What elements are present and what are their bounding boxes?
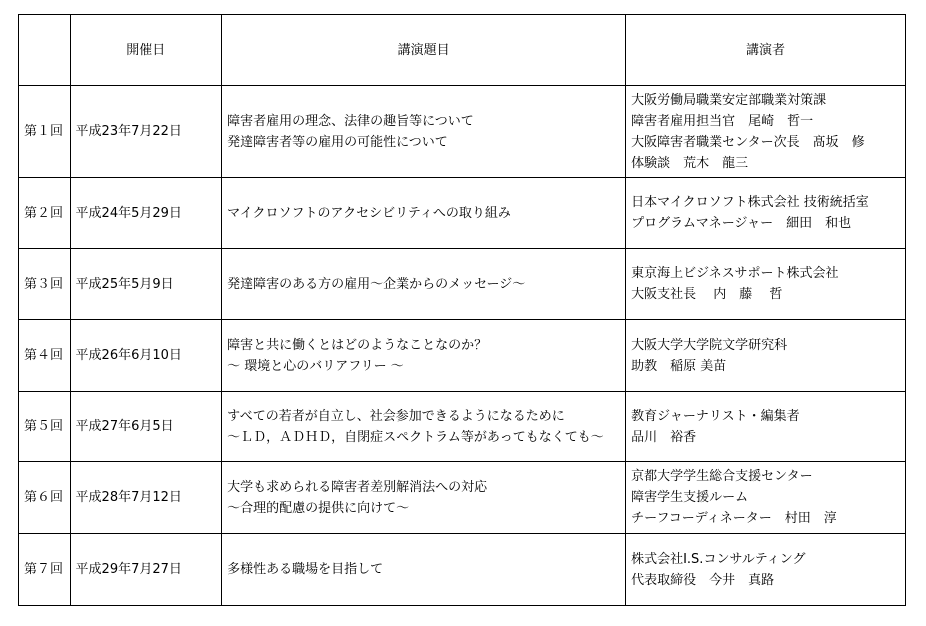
- lecture-title: [222, 86, 626, 178]
- session-date: 平成25年5月9日: [70, 249, 222, 320]
- table-row: [19, 320, 906, 392]
- table-row: [19, 249, 906, 320]
- lecture-title-line: 発達障害者等の雇用の可能性について: [227, 134, 448, 150]
- speaker-line: チーフコーディネーター 村田 淳: [631, 511, 837, 526]
- speaker-line: 京都大学学生総合支援センター: [631, 469, 813, 484]
- speaker-line: 大阪労働局職業安定部職業対策課: [631, 92, 827, 108]
- speaker: [626, 534, 906, 606]
- lecture-title: [222, 534, 626, 606]
- session-number: 第６回: [19, 462, 71, 534]
- session-date: 平成23年7月22日: [70, 86, 222, 178]
- lecture-title-line: ～ 環境と心のバリアフリー ～: [227, 358, 404, 374]
- lecture-title-line: ～合理的配慮の提供に向けて～: [227, 500, 410, 516]
- lecture-title: [222, 462, 626, 534]
- session-number: 第３回: [19, 249, 71, 320]
- speaker: [626, 249, 906, 320]
- lecture-title: [222, 320, 626, 392]
- lecture-title: [222, 249, 626, 320]
- lecture-title-line: 障害者雇用の理念、法律の趣旨等について: [227, 113, 474, 129]
- session-number: 第７回: [19, 534, 71, 606]
- lecture-title-line: マイクロソフトのアクセシビリティへの取り組み: [227, 205, 511, 221]
- header-speaker: 講演者: [626, 15, 906, 86]
- speaker-line: 日本マイクロソフト株式会社 技術統括室: [631, 195, 869, 210]
- speaker-line: 代表取締役 今井 真路: [631, 572, 775, 588]
- speaker: [626, 178, 906, 249]
- session-date: 平成29年7月27日: [70, 534, 222, 606]
- speaker-line: 教育ジャーナリスト・編集者: [631, 408, 800, 424]
- table-row: [19, 534, 906, 606]
- speaker-line: 大阪支社長 内 藤 哲: [631, 287, 783, 302]
- speaker: [626, 462, 906, 534]
- table-row: [19, 392, 906, 462]
- speaker-line: 株式会社I.S.コンサルティング: [631, 551, 806, 567]
- lecture-title-line: 大学も求められる障害者差別解消法への対応: [227, 479, 488, 495]
- lecture-title-line: 多様性ある職場を目指して: [227, 562, 384, 577]
- lecture-title-line: 障害と共に働くとはどのようなことなのか？: [227, 337, 488, 353]
- session-date: 平成27年6月5日: [70, 392, 222, 462]
- table-row: [19, 178, 906, 249]
- speaker-line: 東京海上ビジネスサポート株式会社: [631, 266, 839, 281]
- speaker-line: 大阪大学大学院文学研究科: [631, 337, 788, 353]
- session-date: 平成24年5月29日: [70, 178, 222, 249]
- speaker-line: 体験談 荒木 龍三: [631, 155, 749, 171]
- speaker-line: 助教 稲原 美苗: [631, 358, 727, 374]
- session-number: 第１回: [19, 86, 71, 178]
- speaker-line: 障害学生支援ルーム: [631, 490, 749, 505]
- session-date: 平成26年6月10日: [70, 320, 222, 392]
- session-date: 平成28年7月12日: [70, 462, 222, 534]
- table-row: [19, 86, 906, 178]
- lecture-title: [222, 178, 626, 249]
- lecture-schedule-table: [18, 14, 906, 606]
- header-date: 開催日: [70, 15, 222, 86]
- lecture-title-line: 発達障害のある方の雇用～企業からのメッセージ～: [227, 276, 526, 292]
- table-row: [19, 462, 906, 534]
- speaker-line: 品川 裕香: [631, 429, 697, 445]
- speaker: [626, 392, 906, 462]
- header-number: [19, 15, 71, 86]
- speaker-line: プログラムマネージャー 細田 和也: [631, 216, 852, 231]
- lecture-title-line: すべての若者が自立し、社会参加できるようになるために: [227, 408, 565, 424]
- speaker: [626, 86, 906, 178]
- session-number: 第４回: [19, 320, 71, 392]
- session-number: 第２回: [19, 178, 71, 249]
- session-number: 第５回: [19, 392, 71, 462]
- speaker: [626, 320, 906, 392]
- lecture-title: [222, 392, 626, 462]
- table-header-row: [19, 15, 906, 86]
- speaker-line: 障害者雇用担当官 尾崎 哲一: [631, 113, 814, 129]
- header-title: 講演題目: [222, 15, 626, 86]
- speaker-line: 大阪障害者職業センター次長 髙坂 修: [631, 134, 865, 150]
- lecture-title-line: ～ＬＤ，ＡＤＨＤ，自閉症スペクトラム等があってもなくても～: [227, 429, 604, 445]
